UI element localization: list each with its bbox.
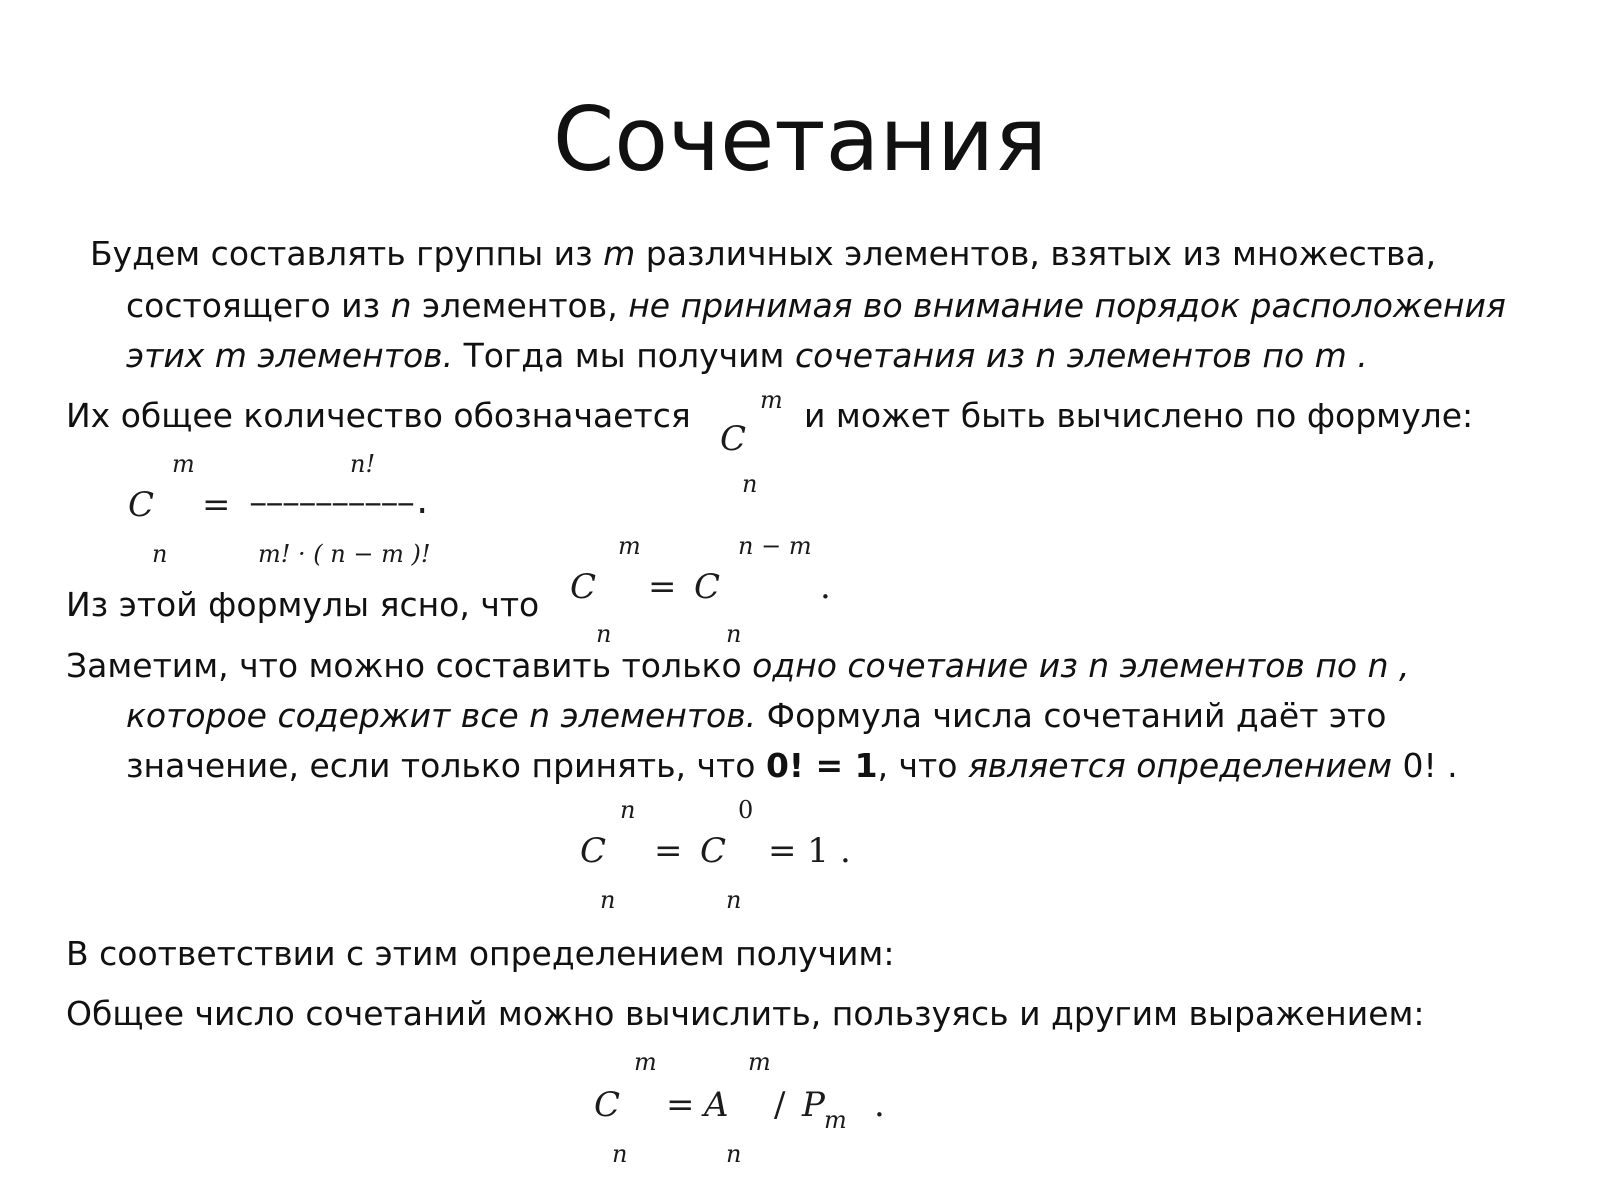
slide-title: Сочетания xyxy=(552,88,1048,191)
paragraph-line: Из этой формулы ясно, что xyxy=(66,585,540,624)
formula-symbol: C xyxy=(700,831,727,871)
text-segment: этих m элементов. xyxy=(126,336,454,375)
paragraph-line: Их общее количество обозначается xyxy=(66,396,691,435)
formula-subscript: n xyxy=(612,1140,628,1168)
formula-subscript: n xyxy=(742,470,758,498)
paragraph-line xyxy=(126,286,1506,326)
alternative-formula xyxy=(590,1044,892,1172)
formula-operator: = xyxy=(666,1085,695,1125)
formula-subscript: n xyxy=(726,886,742,914)
paragraph-line: Общее число сочетаний можно вычислить, пользуясь и другим выражением: xyxy=(66,994,1425,1033)
formula-operator: = xyxy=(202,485,231,525)
formula-subscript: m xyxy=(824,1106,847,1134)
paragraph-line: и может быть вычислено по формуле: xyxy=(804,396,1474,435)
formula-subscript: n xyxy=(152,540,168,568)
formula-subscript: n xyxy=(726,1140,742,1168)
combinations-formula xyxy=(122,446,510,574)
text-segment: , что xyxy=(877,746,968,785)
text-segment: элементов, xyxy=(411,286,629,325)
notation-formula xyxy=(714,384,790,502)
text-segment: различных элементов, взятых из множества, xyxy=(635,234,1437,273)
formula-subscript: n xyxy=(596,620,612,648)
text-segment: m xyxy=(603,234,636,273)
formula-superscript: m xyxy=(634,1048,657,1076)
symmetry-formula xyxy=(566,528,842,648)
formula-symbol: P xyxy=(802,1085,825,1125)
text-segment: не принимая во внимание порядок расположения xyxy=(628,286,1506,325)
formula-numerator: n! xyxy=(350,450,376,478)
identity-formula xyxy=(578,792,858,918)
formula-denominator: m! · ( n − m )! xyxy=(258,540,431,568)
paragraph-line xyxy=(126,746,1458,786)
text-segment: одно сочетание из n элементов по n , xyxy=(752,646,1410,685)
text-segment: которое содержит все n элементов. xyxy=(126,696,757,735)
formula-symbol: C xyxy=(720,419,747,459)
text-segment: n xyxy=(390,286,412,325)
formula-subscript: n xyxy=(726,620,742,648)
formula-punctuation: . xyxy=(874,1085,885,1125)
text-segment: является определением xyxy=(967,746,1392,785)
formula-operator: = xyxy=(648,567,677,607)
formula-operator: / xyxy=(774,1085,786,1125)
formula-symbol: C xyxy=(580,831,607,871)
formula-superscript: m xyxy=(748,1048,771,1076)
formula-punctuation: . xyxy=(820,567,831,607)
formula-symbol: C xyxy=(570,567,597,607)
formula-superscript: n − m xyxy=(738,532,812,560)
text-segment: сочетания из n элементов по m . xyxy=(794,336,1368,375)
formula-symbol: C xyxy=(594,1085,621,1125)
formula-superscript: m xyxy=(172,450,195,478)
text-segment: значение, если только принять, что xyxy=(126,746,766,785)
paragraph-line xyxy=(126,336,1368,376)
formula-operator: = xyxy=(654,831,683,871)
formula-superscript: m xyxy=(760,386,783,414)
formula-operator: = 1 xyxy=(768,831,829,871)
paragraph-line xyxy=(66,646,1409,686)
fraction-bar: ––––––––––. xyxy=(248,486,429,524)
formula-subscript: n xyxy=(600,886,616,914)
text-segment: Формула числа сочетаний даёт это xyxy=(756,696,1387,735)
text-segment: состоящего из xyxy=(126,286,391,325)
paragraph-line xyxy=(126,696,1386,736)
text-segment: Заметим, что можно составить только xyxy=(66,646,753,685)
formula-superscript: 0 xyxy=(738,796,754,824)
formula-symbol: C xyxy=(128,485,155,525)
text-segment: Тогда мы получим xyxy=(453,336,795,375)
paragraph-line: В соответствии с этим определением получим: xyxy=(66,934,895,973)
formula-superscript: n xyxy=(620,796,636,824)
text-segment: Будем составлять группы из xyxy=(90,234,604,273)
paragraph-line xyxy=(90,234,1436,274)
text-segment: 0! = 1 xyxy=(765,746,878,785)
formula-symbol: A xyxy=(704,1085,729,1125)
formula-superscript: m xyxy=(618,532,641,560)
text-segment: 0! . xyxy=(1391,746,1458,785)
formula-symbol: C xyxy=(694,567,721,607)
formula-punctuation: . xyxy=(840,831,851,871)
